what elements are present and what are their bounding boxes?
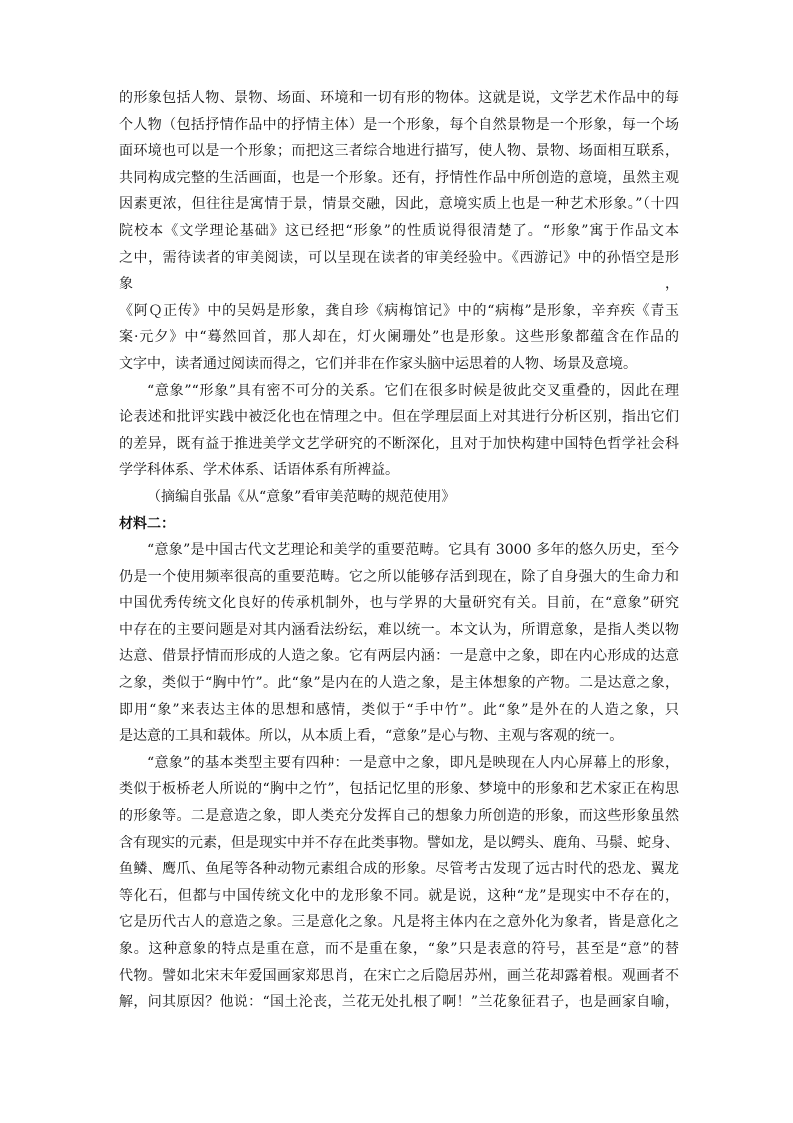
text-line: “意象”的基本类型主要有四种：一是意中之象，即凡是映现在人内心屏幕上的形象， — [147, 754, 679, 771]
text-line: 中国优秀传统文化良好的传承机制外，也与学界的大量研究有关。目前，在“意象”研究 — [119, 595, 679, 612]
text-line: 是达意的工具和载体。所以，从本质上看，“意象”是心与物、主观与客观的统一。 — [119, 728, 624, 745]
text-line: 学学科体系、学术体系、话语体系有所裨益。 — [119, 462, 399, 479]
text-line: 共同构成完整的生活画面，也是一个形象。还有，抒情性作品中所创造的意境，虽然主观 — [119, 169, 679, 186]
material-two-paragraph-1 — [119, 537, 679, 750]
text-line: 含有现实的元素，但是现实中并不存在此类事物。譬如龙，是以鳄头、鹿角、马鬃、蛇身、 — [119, 834, 679, 851]
material-one-paragraph-1 — [119, 85, 679, 378]
text-line: 的形象等。二是意造之象，即人类充分发挥自己的想象力所创造的形象，而这些形象虽然 — [119, 808, 679, 825]
text-line: 仍是一个使用频率很高的重要范畴。它之所以能够存活到现在，除了自身强大的生命力和 — [119, 568, 679, 585]
text-line: 象。这种意象的特点是重在意，而不是重在象，“象”只是表意的符号，甚至是“意”的替 — [119, 941, 679, 957]
text-line: 文字中，读者通过阅读而得之，它们并非在作家头脑中运思着的人物、场景及意境。 — [119, 355, 637, 372]
text-line: 达意、借景抒情而形成的人造之象。它有两层内涵：一是意中之象，即在内心形成的达意 — [119, 648, 679, 665]
text-line: 它是历代古人的意造之象。三是意化之象。凡是将主体内在之意外化为象者，皆是意化之 — [119, 914, 679, 931]
material-one-source: （摘编自张晶《从“意象”看审美范畴的规范使用》 — [147, 488, 456, 505]
text-line: “意象”“形象”具有密不可分的关系。它们在很多时候是彼此交叉重叠的，因此在理 — [147, 382, 679, 399]
text-line: 论表述和批评实践中被泛化也在情理之中。但在学理层面上对其进行分析区别，指出它们 — [119, 409, 679, 426]
material-two-heading: 材料二： — [119, 515, 175, 532]
text-line: 面环境也可以是一个形象；而把这三者综合地进行描写，使人物、景物、场面相互联系， — [119, 143, 679, 160]
text-line: 之象，类似于“胸中竹”。此“象”是内在的人造之象，是主体想象的产物。二是达意之象， — [119, 675, 679, 692]
text-line: 中存在的主要问题是对其内涵看法纷纭，难以统一。本文认为，所谓意象，是指人类以物 — [119, 621, 679, 638]
text-line: 代物。譬如北宋末年爱国画家郑思肖，在宋亡之后隐居苏州，画兰花却露着根。观画者不 — [119, 967, 679, 984]
text-line: 即用“象”来表达主体的思想和感情，类似于“手中竹”。此“象”是外在的人造之象，只 — [119, 701, 679, 718]
text-line: 案·元夕》中“蓦然回首，那人却在，灯火阑珊处”也是形象。这些形象都蕴含在作品的 — [119, 329, 679, 346]
material-one-paragraph-2 — [119, 378, 679, 484]
text-line: 个人物（包括抒情作品中的抒情主体）是一个形象，每个自然景物是一个形象，每一个场 — [119, 116, 679, 133]
text-line: 类似于板桥老人所说的“胸中之竹”，包括记忆里的形象、梦境中的形象和艺术家正在构思 — [119, 781, 679, 798]
text-line: 等化石，但都与中国传统文化中的龙形象不同。就是说，这种“龙”是现实中不存在的， — [119, 887, 679, 904]
text-line: 院校本《文学理论基础》这已经把“形象”的性质说得很清楚了。“形象”寓于作品文本 — [119, 222, 679, 239]
text-line: 的形象包括人物、景物、场面、环境和一切有形的物体。这就是说，文学艺术作品中的每 — [119, 90, 679, 106]
text-line: “意象”是中国古代文艺理论和美学的重要范畴。它具有 3000 多年的悠久历史，至今 — [147, 542, 679, 559]
material-two-paragraph-2 — [119, 750, 679, 1016]
text-line: 的差异，既有益于推进美学文艺学研究的不断深化，且对于加快构建中国特色哲学社会科 — [119, 435, 679, 452]
document-page — [119, 85, 679, 1016]
text-line: 因素更浓，但往往是寓情于景，情景交融，因此，意境实质上也是一种艺术形象。”（十四 — [119, 196, 679, 213]
text-line: 解，问其原因？他说：“国土沦丧，兰花无处扎根了啊！”兰花象征君子，也是画家自喻， — [119, 994, 679, 1011]
text-line: 《阿Ｑ正传》中的吴妈是形象，龚自珍《病梅馆记》中的“病梅”是形象，辛弃疾《青玉 — [119, 302, 679, 319]
text-line: 鱼鳞、鹰爪、鱼尾等各种动物元素组合成的形象。尽管考古发现了远古时代的恐龙、翼龙 — [119, 861, 679, 878]
text-line: 之中，需待读者的审美阅读，可以呈现在读者的审美经验中。《西游记》中的孙悟空是形象， — [119, 249, 679, 293]
